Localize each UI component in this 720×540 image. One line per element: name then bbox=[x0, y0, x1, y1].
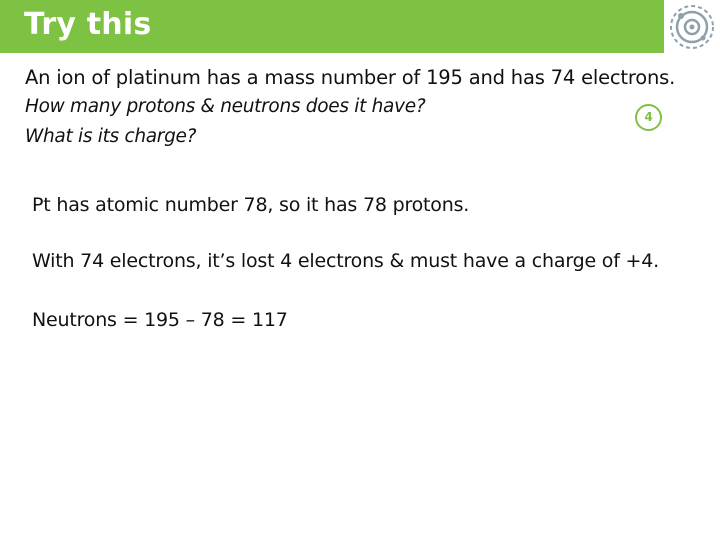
answer-charge: With 74 electrons, it’s lost 4 electrons & must have a charge of +4. bbox=[32, 250, 660, 272]
atom-icon bbox=[667, 2, 717, 52]
question-charge: What is its charge? bbox=[25, 126, 197, 147]
question-protons-neutrons: How many protons & neutrons does it have? bbox=[25, 96, 426, 117]
answer-neutrons: Neutrons = 195 – 78 = 117 bbox=[32, 309, 288, 331]
title-bar bbox=[0, 0, 664, 53]
answer-protons: Pt has atomic number 78, so it has 78 protons. bbox=[32, 194, 470, 216]
slide-title: Try this bbox=[24, 7, 152, 42]
marks-badge: 4 bbox=[635, 104, 662, 131]
question-statement: An ion of platinum has a mass number of 195 and has 74 electrons. bbox=[25, 66, 676, 89]
question-block bbox=[25, 64, 715, 152]
